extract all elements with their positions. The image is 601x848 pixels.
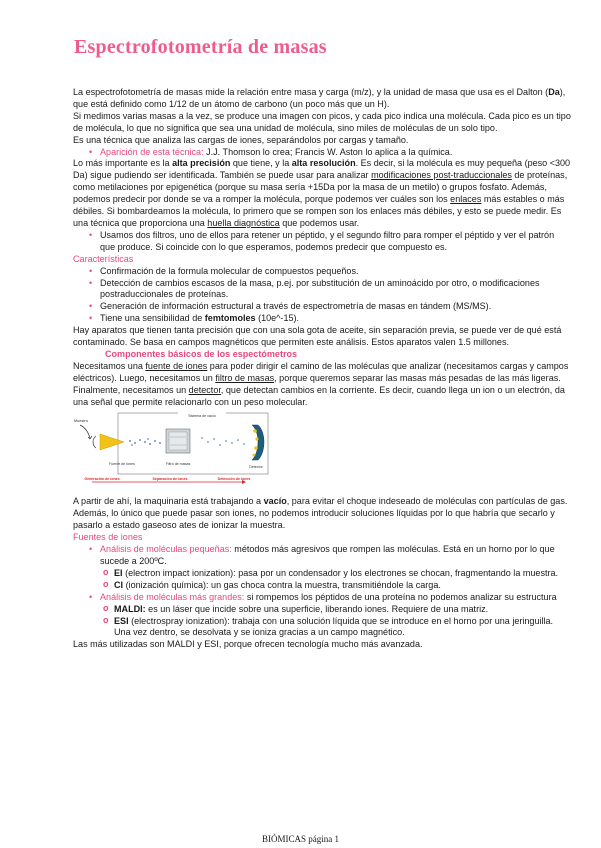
bullet-label: Análisis de moléculas más grandes: xyxy=(100,591,245,602)
bold-term: MALDI: xyxy=(114,603,146,614)
filtro-label: Filtro de masas xyxy=(165,462,191,467)
text: . Es decir, si la molécula es muy pequeña (peso <300 Da) sigue pudiendo ser identificada. También se puede usar para analizar xyxy=(73,158,571,181)
intro-paragraph-4 xyxy=(73,158,571,229)
text: (electrospray ionization): trabaja con una solución líquida que se introduce en el horno por una jeringuilla. Una vez dentro, se desolvata y se ioniza gracias a un campo magnético. xyxy=(114,615,554,638)
intro-paragraph-2: Si medimos varias masas a la vez, se produce una imagen con picos, y cada pico indica una molécula. Cada pico es un tipo de molécula, lo que no significa que sea una unidad de molécula, sino miles de moléculas de un solo tipo. xyxy=(73,110,571,133)
text: (10e^-15). xyxy=(255,313,300,324)
text: (ionización química): un gas choca contra la muestra, transmitiéndole la carga. xyxy=(123,579,441,590)
detector-label: Detector xyxy=(249,465,263,470)
list-item xyxy=(100,544,571,592)
text: de proteínas, como metilaciones por epigenética (porque su masa sería +15Da por la masa de un metilo) o grupos fosfato. Además, podemos predecir por donde se va a romper la molécula, porque podemos ver cuáles son los xyxy=(73,170,568,205)
text: , que detectan cambios en la corriente. Es decir, cuando llega un ion o un electrón, da una señal que permite relacionarlo con un peso molecular. xyxy=(73,384,565,407)
muestra-label: Muestra xyxy=(74,419,88,424)
text: que podemos usar. xyxy=(279,217,360,228)
text: Lo más importante es la xyxy=(73,158,173,169)
list-item xyxy=(114,568,571,580)
detector-dot xyxy=(253,454,256,457)
vacuum-system-box xyxy=(118,413,268,474)
bold-term: alta resolución xyxy=(291,158,356,169)
list-item xyxy=(100,313,571,325)
list-item xyxy=(100,592,571,640)
diagram-svg xyxy=(74,412,296,492)
text: ), que está definido como 1/12 de un átomo de carbono (un poco más que un H). xyxy=(73,87,566,109)
detector-dot xyxy=(253,430,257,434)
text: que tiene, y la xyxy=(230,158,292,169)
list-item xyxy=(114,604,571,616)
bold-term: ESI xyxy=(114,615,129,626)
text: métodos más agresivos que rompen las moléculas. Está en un horno por lo que sucede a 200ºC. xyxy=(100,544,555,566)
underlined-term: modificaciones post-traduccionales xyxy=(371,170,512,181)
list-item: • Confirmación de la formula molecular de compuestos pequeños. xyxy=(100,266,571,278)
text: es un láser que incide sobre una superficie, liberando iones. Requiere de una matriz. xyxy=(145,603,489,614)
sample-arrow xyxy=(80,425,90,438)
section-heading-fuentes: Fuentes de iones xyxy=(73,532,143,543)
fuentes-sublist-2 xyxy=(100,604,571,640)
document-body xyxy=(73,87,571,651)
text: Tiene una sensibilidad de xyxy=(100,313,205,324)
generacion-label: Generación de iones xyxy=(84,477,120,482)
bullet-label: Análisis de moléculas pequeñas: xyxy=(100,544,232,555)
detector-dot xyxy=(254,447,258,451)
underlined-term: enlaces xyxy=(450,194,482,205)
curved-arrow xyxy=(93,436,96,448)
underlined-term: fuente de iones xyxy=(145,360,208,371)
detector-dot xyxy=(255,438,258,441)
separacion-label: Separación de iones xyxy=(152,477,188,482)
intro-bullets-1 xyxy=(73,147,571,159)
bold-term: alta precisión xyxy=(172,158,231,169)
caracteristicas-list xyxy=(73,266,571,326)
text: La espectrofotometría de masas mide la relación entre masa y carga (m/z), y la unidad de masa que usa es el Dalton ( xyxy=(73,87,549,97)
fuente-label: Fuente de iones xyxy=(109,462,135,467)
fuentes-sublist-1 xyxy=(100,568,571,592)
deteccion-label: Detección de iones xyxy=(217,477,251,482)
text: Necesitamos una xyxy=(73,360,146,371)
bold-term: CI xyxy=(114,579,124,590)
page-footer: BIÓMICAS página 1 xyxy=(262,834,339,844)
list-item: • Generación de información estructural a través de espectrometría de masas en tándem (MS/MS). xyxy=(100,301,571,313)
list-item xyxy=(100,147,571,159)
intro-paragraph-1 xyxy=(73,87,571,111)
list-item: • Usamos dos filtros, uno de ellos para retener un péptido, y el segundo filtro para romper el péptido y ver el patrón que produce. Si coincide con lo que esperamos, podemos predecir que compuesto es. xyxy=(100,230,571,254)
list-item xyxy=(114,580,571,592)
text: , para evitar el choque indeseado de moléculas con partículas de gas. Además, lo único que puede pasar son iones, no podemos introducir soluciones líquidas por lo que habría que secarlo y pasarlo a estado gaseoso ates de ionizar la muestra. xyxy=(73,496,568,531)
closing-paragraph: Las más utilizadas son MALDI y ESI, porque ofrecen tecnología mucho más avanzada. xyxy=(73,639,423,650)
bullet-label: Aparición de esta técnica: xyxy=(100,146,204,157)
intro-bullets-2 xyxy=(73,230,571,254)
underlined-term: detector xyxy=(188,384,221,395)
underlined-term: filtro de masas xyxy=(215,372,275,383)
after-figure-paragraph xyxy=(73,496,571,532)
bold-term: femtomoles xyxy=(204,313,256,324)
list-item xyxy=(114,616,571,640)
intro-paragraph-3: Es una técnica que analiza las cargas de iones, separándolos por cargas y tamaño. xyxy=(73,134,409,145)
mass-spectrometer-diagram xyxy=(74,412,296,492)
page-title: Espectrofotometría de masas xyxy=(74,36,327,58)
text: , porque queremos separar las masas más pesadas de las más ligeras. Finalmente, necesitamos un xyxy=(73,372,561,395)
text: más estables o más débiles. Si bombardeamos la molécula, lo primero que se rompen son los enlaces más débiles, y esto se puede medir. Es una técnica que proporciona una xyxy=(73,194,565,228)
text: J.J. Thomson lo crea; Francis W. Aston lo aplica a la química. xyxy=(203,146,453,157)
text: para poder dirigir el camino de las moléculas que analizar (necesitamos cargas y campos eléctricos). Luego, necesitamos un xyxy=(73,360,569,383)
bold-term: vacío xyxy=(263,496,287,507)
fuentes-list xyxy=(73,544,571,639)
text: A partir de ahí, la maquinaria está trabajando a xyxy=(73,496,264,507)
vacuum-label: Sistema de vacío xyxy=(188,414,216,419)
text: (electron impact ionization): pasa por un condensador y los electrones se chocan, fragmentando la muestra. xyxy=(122,567,559,578)
section-heading-caracteristicas: Características xyxy=(73,253,134,264)
dalton-abbr: Da xyxy=(548,87,560,97)
underlined-term: huella diagnóstica xyxy=(207,217,280,228)
caracteristicas-paragraph: Hay aparatos que tienen tanta precisión que con una sola gota de aceite, sin separación previa, se puede ver de qué está contaminado. Se basa en campos magnéticos que permiten este análisis. Estos aparatos valen 1.5 millones. xyxy=(73,325,562,348)
mass-filter-inner xyxy=(169,432,187,450)
componentes-paragraph xyxy=(73,361,571,409)
section-heading-componentes: Componentes básicos de los espectómetros xyxy=(105,348,298,359)
text: si rompemos los péptidos de una proteína no podemos analizar su estructura xyxy=(244,591,557,602)
list-item: • Detección de cambios escasos de la masa, p.ej. por substitución de un aminoácido por otro, o modificaciones postraduccionales de proteínas. xyxy=(100,278,571,302)
bold-term: EI xyxy=(114,567,123,578)
